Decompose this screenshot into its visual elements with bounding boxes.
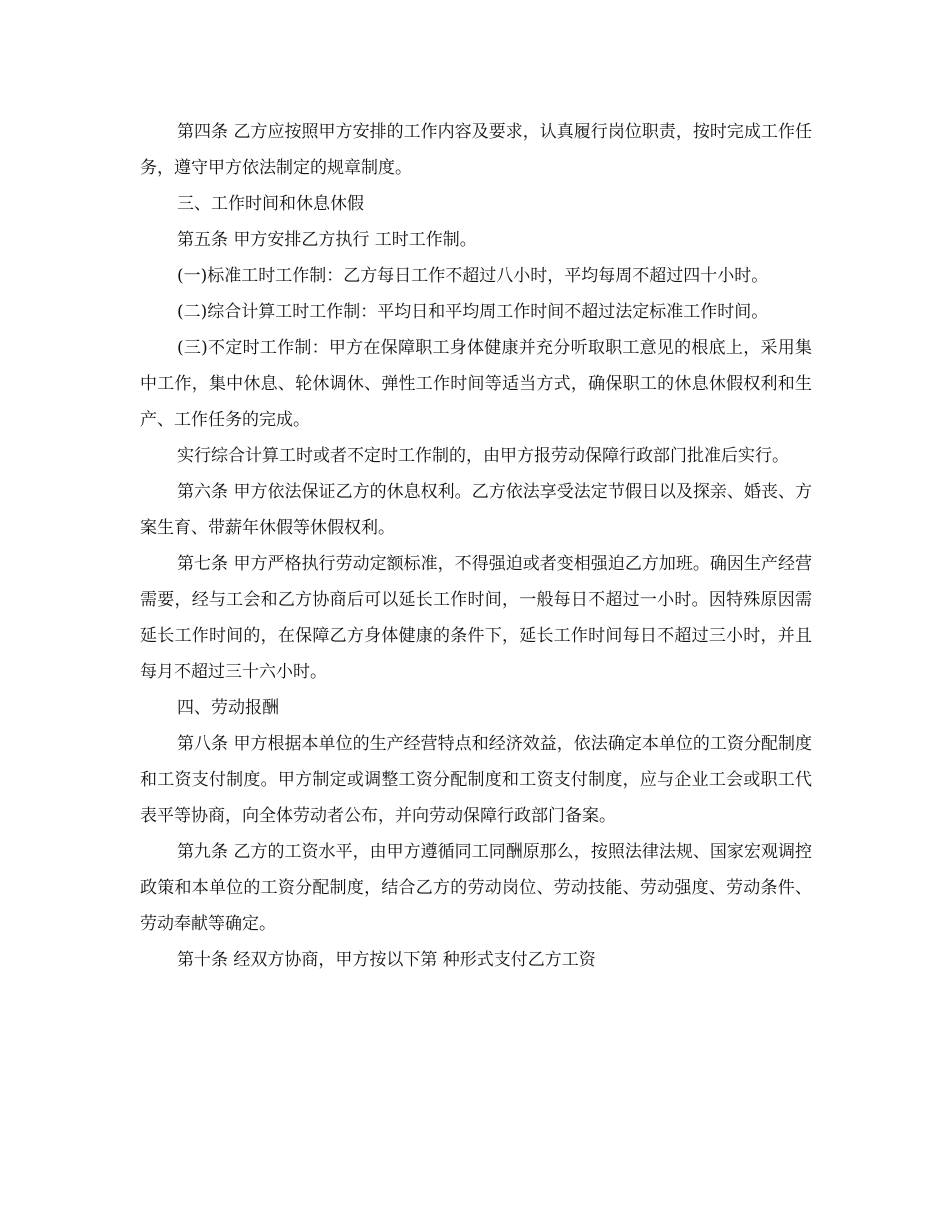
section-heading-remuneration: 四、劳动报酬: [177, 698, 279, 718]
article-5: 第五条 甲方安排乙方执行 工时工作制。: [177, 230, 477, 250]
article-5-item-1: (一)标准工时工作制：乙方每日工作不超过八小时，平均每周不超过四十小时。: [177, 266, 769, 286]
article-4: 第四条 乙方应按照甲方安排的工作内容及要求，认真履行岗位职责，按时完成工作任务，遵守甲方依法制定的规章制度。: [140, 122, 812, 178]
article-7: 第七条 甲方严格执行劳动定额标准，不得强迫或者变相强迫乙方加班。确因生产经营需要，经与工会和乙方协商后可以延长工作时间，一般每日不超过一小时。因特殊原因需延长工作时间的，在保障乙方身体健康的条件下，延长工作时间每日不超过三小时，并且每月不超过三十六小时。: [140, 554, 812, 682]
article-5-note: 实行综合计算工时或者不定时工作制的，由甲方报劳动保障行政部门批准后实行。: [177, 446, 789, 466]
article-10: 第十条 经双方协商，甲方按以下第 种形式支付乙方工资: [177, 950, 596, 970]
document-body: [140, 114, 812, 978]
article-9: 第九条 乙方的工资水平，由甲方遵循同工同酬原那么，按照法律法规、国家宏观调控政策和本单位的工资分配制度，结合乙方的劳动岗位、劳动技能、劳动强度、劳动条件、劳动奉献等确定。: [140, 842, 812, 934]
article-5-item-2: (二)综合计算工时工作制：平均日和平均周工作时间不超过法定标准工作时间。: [177, 302, 769, 322]
section-heading-working-hours: 三、工作时间和休息休假: [177, 194, 364, 214]
article-6: 第六条 甲方依法保证乙方的休息权利。乙方依法享受法定节假日以及探亲、婚丧、方案生育、带薪年休假等休假权利。: [140, 482, 812, 538]
article-8: 第八条 甲方根据本单位的生产经营特点和经济效益，依法确定本单位的工资分配制度和工资支付制度。甲方制定或调整工资分配制度和工资支付制度，应与企业工会或职工代表平等协商，向全体劳动者公布，并向劳动保障行政部门备案。: [140, 734, 812, 826]
article-5-item-3: (三)不定时工作制：甲方在保障职工身体健康并充分听取职工意见的根底上，采用集中工作，集中休息、轮休调休、弹性工作时间等适当方式，确保职工的休息休假权利和生产、工作任务的完成。: [140, 338, 812, 430]
